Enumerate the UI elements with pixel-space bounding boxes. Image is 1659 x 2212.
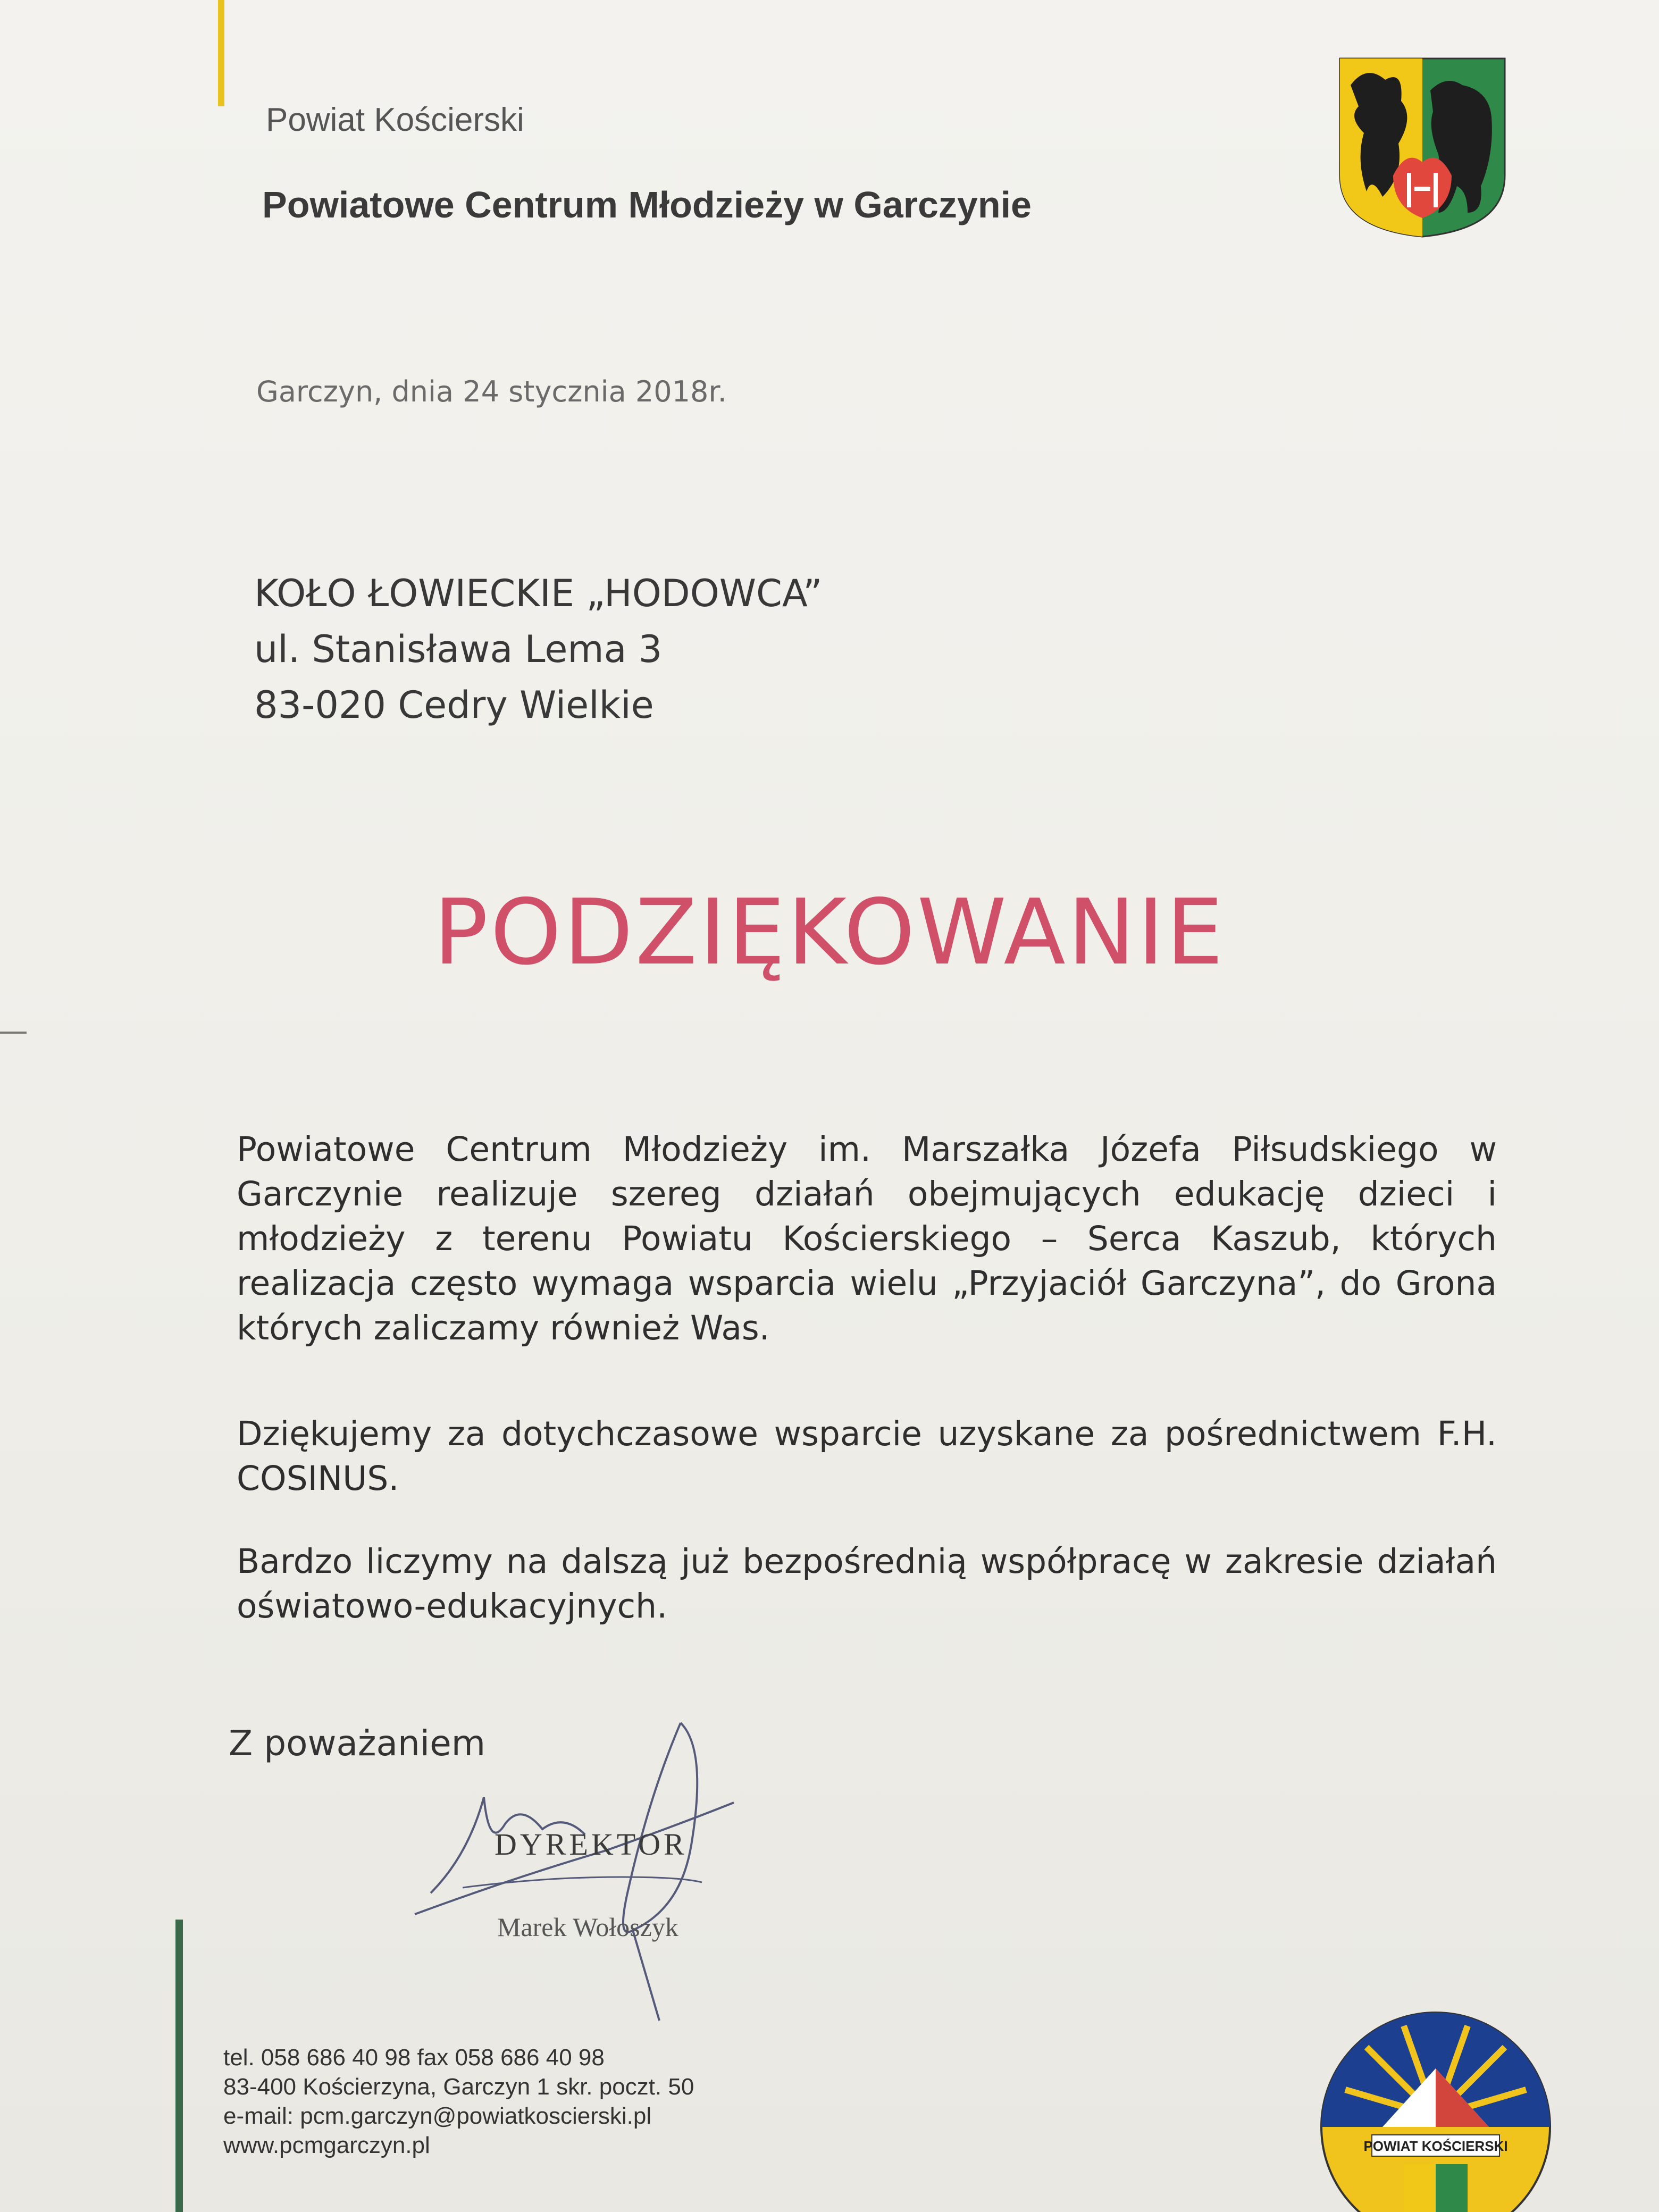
pcm-logo-icon [1313, 2005, 1558, 2212]
stamp-label: POWIAT KOŚCIERSKI [1363, 2138, 1508, 2154]
body-paragraph-3: Bardzo liczymy na dalszą już bezpośrednią współpracę w zakresie działań oświatowo-edukacyjnych. [237, 1542, 1497, 1626]
body-paragraph-2: Dziękujemy za dotychczasowe wsparcie uzyskane za pośrednictwem F.H. COSINUS. [237, 1414, 1497, 1498]
recipient-city: 83-020 Cedry Wielkie [254, 683, 654, 727]
footer-address: 83-400 Kościerzyna, Garczyn 1 skr. poczt. 50 [223, 2074, 694, 2100]
recipient-street: ul. Stanisława Lema 3 [254, 627, 663, 671]
signature-title: DYREKTOR [495, 1827, 688, 1862]
header-organization: Powiat Kościerski [266, 102, 524, 138]
handwritten-signature [383, 1717, 798, 2026]
body-paragraph-1: Powiatowe Centrum Młodzieży im. Marszałka Józefa Piłsudskiego w Garczynie realizuje szereg działań obejmujących edukację dzieci i młodzieży z terenu Powiatu Kościerskiego – Serca Kaszub, których realizacja często wymaga wsparcia wielu „Przyjaciół Garczyna”, do Grona których zaliczamy również Was. [237, 1130, 1497, 1347]
recipient-name: KOŁO ŁOWIECKIE „HODOWCA” [254, 572, 823, 615]
footer-email: e-mail: pcm.garczyn@powiatkoscierski.pl [223, 2103, 652, 2129]
closing-phrase: Z poważaniem [229, 1723, 486, 1764]
footer-phone: tel. 058 686 40 98 fax 058 686 40 98 [223, 2045, 605, 2071]
signature-name: Marek Wołoszyk [497, 1912, 678, 1942]
coat-of-arms-icon [1335, 53, 1510, 239]
letter-title: PODZIĘKOWANIE [433, 880, 1226, 985]
yellow-margin-mark [218, 0, 224, 106]
header-center-name: Powiatowe Centrum Młodzieży w Garczynie [262, 184, 1032, 225]
footer-accent-bar [175, 1920, 183, 2212]
footer-website: www.pcmgarczyn.pl [223, 2132, 430, 2158]
letter-date: Garczyn, dnia 24 stycznia 2018r. [256, 375, 727, 408]
fold-mark [0, 1032, 27, 1034]
